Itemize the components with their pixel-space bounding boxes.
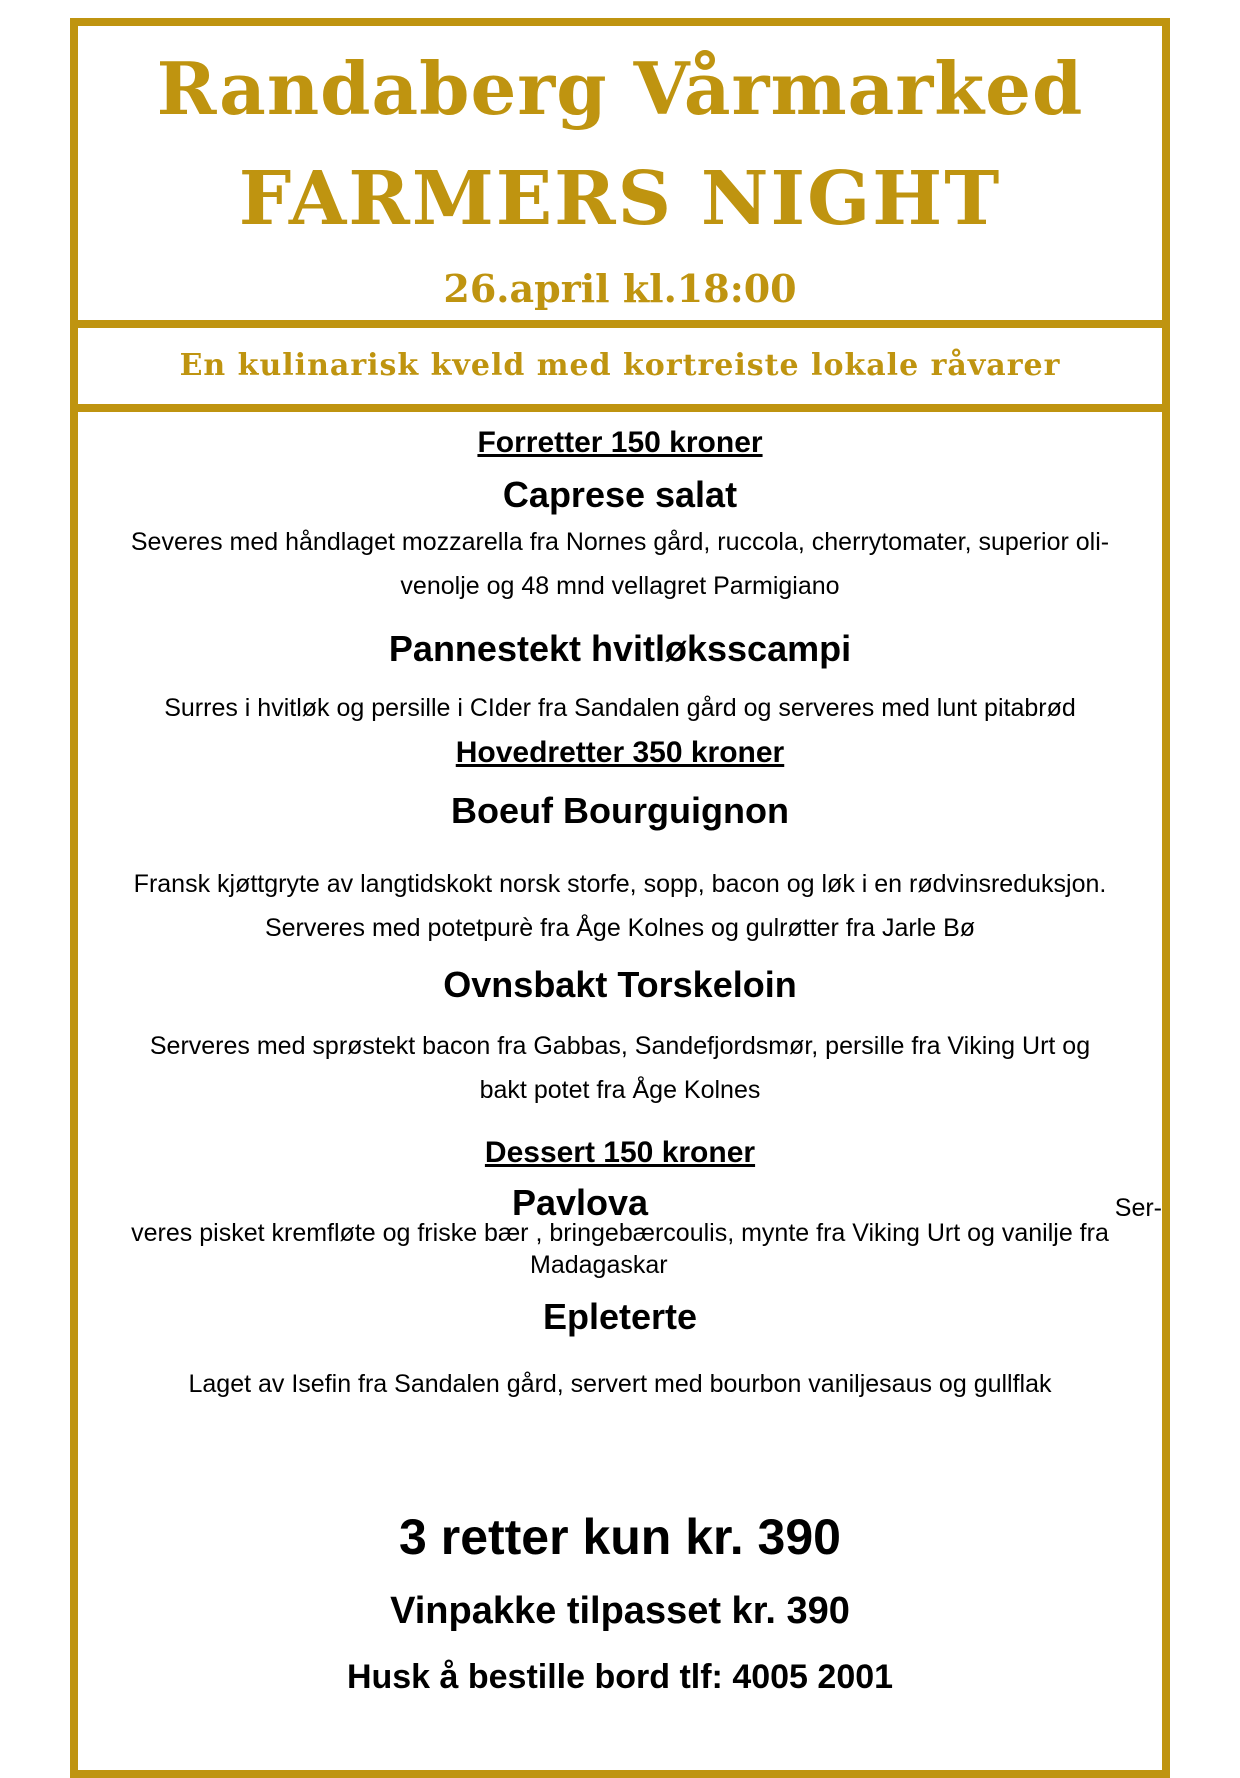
- dish-name-epleterte: Epleterte: [542, 1296, 698, 1337]
- section-heading-mains: Hovedretter 350 kroner: [455, 736, 785, 769]
- event-date: 26.april kl.18:00: [443, 266, 797, 311]
- tagline: En kulinarisk kveld med kortreiste lokale råvarer: [179, 348, 1061, 383]
- page-title: Randaberg Vårmarked: [156, 46, 1084, 131]
- price-summary: 3 retter kun kr. 390: [399, 1509, 841, 1565]
- dish-desc-torskeloin-1: Serveres med sprøstekt bacon fra Gabbas, Sandefjordsmør, persille fra Viking Urt og: [149, 1032, 1091, 1060]
- section-heading-starters: Forretter 150 kroner: [477, 426, 763, 459]
- booking-info: Husk å bestille bord tlf: 4005 2001: [346, 1658, 894, 1696]
- title-box: [78, 26, 1162, 328]
- dish-desc-bourguignon-2: Serveres med potetpurè fra Åge Kolnes og gulrøtter fra Jarle Bø: [264, 914, 976, 942]
- dish-name-caprese: Caprese salat: [502, 474, 738, 515]
- dish-desc-scampi: Surres i hvitløk og persille i CIder fra Sandalen gård og serveres med lunt pitabrød: [164, 694, 1076, 722]
- dish-name-scampi: Pannestekt hvitløksscampi: [388, 628, 852, 669]
- wine-package: Vinpakke tilpasset kr. 390: [390, 1590, 850, 1632]
- tagline-box: [78, 328, 1162, 412]
- dish-name-pavlova: Pavlova: [511, 1182, 649, 1223]
- dish-desc-caprese-1: Severes med håndlaget mozzarella fra Nornes gård, ruccola, cherrytomater, superior oli-: [130, 528, 1110, 556]
- dish-desc-pavlova-2: Madagaskar: [530, 1251, 668, 1279]
- dish-desc-bourguignon-1: Fransk kjøttgryte av langtidskokt norsk storfe, sopp, bacon og løk i en rødvinsreduksjon.: [133, 870, 1107, 898]
- dish-desc-epleterte: Laget av Isefin fra Sandalen gård, servert med bourbon vaniljesaus og gullflak: [188, 1370, 1052, 1398]
- dish-desc-pavlova-start: Ser-: [1114, 1194, 1162, 1222]
- event-title: FARMERS NIGHT: [238, 156, 1002, 242]
- dish-desc-torskeloin-2: bakt potet fra Åge Kolnes: [479, 1076, 761, 1104]
- dish-desc-caprese-2: venolje og 48 mnd vellagret Parmigiano: [400, 572, 840, 600]
- dish-desc-pavlova-1: veres pisket kremfløte og friske bær , bringebærcoulis, mynte fra Viking Urt og vanilje fra: [131, 1219, 1109, 1247]
- dish-name-torskeloin: Ovnsbakt Torskeloin: [443, 964, 797, 1005]
- dish-name-bourguignon: Boeuf Bourguignon: [451, 790, 789, 831]
- section-heading-desserts: Dessert 150 kroner: [484, 1136, 756, 1169]
